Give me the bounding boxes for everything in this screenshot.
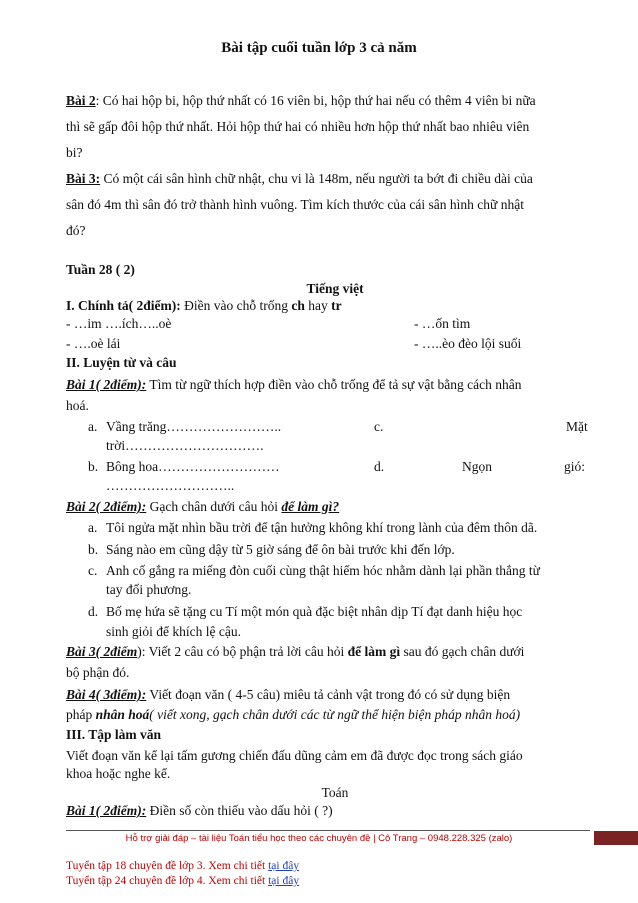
ltvc-bai3-line1 xyxy=(66,642,524,661)
q-c-text1: Anh cố gắng ra miếng đòn cuối cùng thật hiểm hóc nhằm dành lại phần thắng từ xyxy=(106,563,540,578)
bai3-text: Có một cái sân hình chữ nhật, chu vi là 148m, nếu người ta bớt đi chiều dài của xyxy=(100,171,533,186)
ltvc-bai3-label: Bài 3( 2điểm xyxy=(66,644,138,659)
promo1-link[interactable]: tại đây xyxy=(268,860,300,872)
q-c-text2: tay đối phương. xyxy=(106,582,192,597)
item-b-text: Bông hoa……………………… xyxy=(106,459,280,474)
q-a-text: Tôi ngửa mặt nhìn bầu trời để tận hưởng không khí trong lành của đêm thôn dã. xyxy=(106,520,538,535)
bai3-line3: đó? xyxy=(66,223,86,238)
ltvc-bai3-line2: bộ phận đó. xyxy=(66,665,130,680)
ltvc-bai4-line1 xyxy=(66,685,510,704)
ltvc-bai4-pre: pháp xyxy=(66,707,96,722)
ltvc-bai2-text: Gạch chân dưới câu hỏi xyxy=(146,499,282,514)
chinh-ta-right2: - …..èo đèo lội suối xyxy=(414,336,522,351)
ltvc-bai3-text: ): Viết 2 câu có bộ phận trả lời câu hỏi xyxy=(137,644,348,659)
ltvc-bai4-italic: ( viết xong, gạch chân dưới các từ ngữ thể hiện biện pháp nhân hoá) xyxy=(149,707,521,722)
ltvc-bai4-text: Viết đoạn văn ( 4-5 câu) miêu tả cảnh vật trong đó có sử dụng biện xyxy=(146,687,511,702)
ltvc-bai2-question: để làm gì? xyxy=(281,499,340,514)
toan-bai1-text: Điền số còn thiếu vào dấu hỏi ( ?) xyxy=(146,803,333,818)
bai3-line2: sân đó 4m thì sân đó trở thành hình vuông. Tìm kích thước của cái sân hình chữ nhật xyxy=(66,197,524,212)
week-heading: Tuần 28 ( 2) xyxy=(66,262,135,277)
chinh-ta-right1: - …ốn tìm xyxy=(414,316,471,331)
bai2-line3: bi? xyxy=(66,145,83,160)
item-d-label: d. xyxy=(374,459,385,474)
ltvc-bai4-line2 xyxy=(66,705,520,724)
ltvc-bai3-text-b: sau đó gạch chân dưới xyxy=(400,644,525,659)
q-d-text2: sinh giỏi để khích lệ cậu. xyxy=(106,624,241,639)
q-b-label: b. xyxy=(88,542,99,557)
bai2-line1 xyxy=(66,91,536,110)
q-c-label: c. xyxy=(88,563,98,578)
section3-text1: Viết đoạn văn kể lại tấm gương chiến đấu dũng cảm em đã được đọc trong sách giáo xyxy=(66,748,523,763)
ltvc-bai2-line xyxy=(66,497,339,516)
bai2-text: : Có hai hộp bi, hộp thứ nhất có 16 viên bi, hộp thứ hai nếu có thêm 4 viên bi nữa xyxy=(95,93,536,108)
ltvc-bai1-text: Tìm từ ngữ thích hợp điền vào chỗ trống để tả sự vật bằng cách nhân xyxy=(146,377,522,392)
section1-hay: hay xyxy=(304,298,332,313)
promo1-text: Tuyển tập 18 chuyên đề lớp 3. Xem chi tiết xyxy=(66,860,269,872)
item-b-label: b. xyxy=(88,459,99,474)
chinh-ta-left1: - …im ….ích…..oè xyxy=(66,316,172,331)
section1-ch: ch xyxy=(291,298,305,313)
bai2-line2: thì sẽ gấp đôi hộp thứ nhất. Hỏi hộp thứ hai có nhiều hơn hộp thứ nhất bao nhiêu viên xyxy=(66,119,530,134)
bai3-label: Bài 3: xyxy=(66,171,101,186)
ltvc-bai1-line2: hoá. xyxy=(66,398,89,413)
item-c-label: c. xyxy=(374,419,384,434)
section3-text2: khoa hoặc nghe kể. xyxy=(66,766,171,781)
section1-label: I. Chính tả( 2điểm): xyxy=(66,298,181,313)
footer-divider xyxy=(66,830,590,831)
chinh-ta-left2: - ….oè lái xyxy=(66,336,121,351)
item-a-text2: trời…………………………. xyxy=(106,438,264,453)
ltvc-bai2-label: Bài 2( 2điểm): xyxy=(66,499,147,514)
q-a-label: a. xyxy=(88,520,98,535)
promo2-link[interactable]: tại đây xyxy=(268,875,300,887)
q-d-text1: Bố mẹ hứa sẽ tặng cu Tí một món quà đặc biệt nhân dịp Tí đạt danh hiệu học xyxy=(106,604,523,619)
item-d-mid: Ngọn xyxy=(462,459,492,474)
q-d-label: d. xyxy=(88,604,99,619)
ltvc-bai4-bold: nhân hoá xyxy=(95,707,150,722)
item-a-text: Vầng trăng…………………….. xyxy=(106,419,282,434)
item-c-text: Mặt xyxy=(566,419,588,434)
ltvc-bai1-label: Bài 1( 2điểm): xyxy=(66,377,147,392)
promo2-text: Tuyển tập 24 chuyên đề lớp 4. Xem chi tiết xyxy=(66,875,269,887)
page-title: Bài tập cuối tuần lớp 3 cả năm xyxy=(221,40,417,56)
ltvc-bai1-line1 xyxy=(66,375,590,394)
chinh-ta-heading xyxy=(66,296,342,315)
promo-line-2 xyxy=(66,875,299,887)
section1-instr: Điền vào chỗ trống xyxy=(180,298,292,313)
item-a-label: a. xyxy=(88,419,98,434)
item-d-text: gió: xyxy=(564,459,586,474)
subject-toan: Toán xyxy=(321,785,349,800)
toan-bai1-line xyxy=(66,801,333,820)
bai3-line1 xyxy=(66,169,533,188)
section2-heading: II. Luyện từ và câu xyxy=(66,355,177,370)
footer-text: Hỗ trợ giải đáp – tài liệu Toán tiểu học theo các chuyên đề | Cô Trang – 0948.228.325 (zalo) xyxy=(125,833,513,844)
ltvc-bai4-label: Bài 4( 3điểm): xyxy=(66,687,147,702)
promo-line-1 xyxy=(66,860,299,872)
subject-tieng-viet: Tiếng việt xyxy=(306,281,364,296)
q-b-text: Sáng nào em cũng dậy từ 5 giờ sáng để ôn bài trước khi đến lớp. xyxy=(106,542,455,557)
toan-bai1-label: Bài 1( 2điểm): xyxy=(66,803,147,818)
section3-heading: III. Tập làm văn xyxy=(66,727,162,742)
section1-tr: tr xyxy=(331,298,342,313)
bai2-label: Bài 2 xyxy=(66,93,96,108)
item-b-text2: ……………………….. xyxy=(106,478,235,493)
ltvc-bai3-question: để làm gì xyxy=(347,644,401,659)
